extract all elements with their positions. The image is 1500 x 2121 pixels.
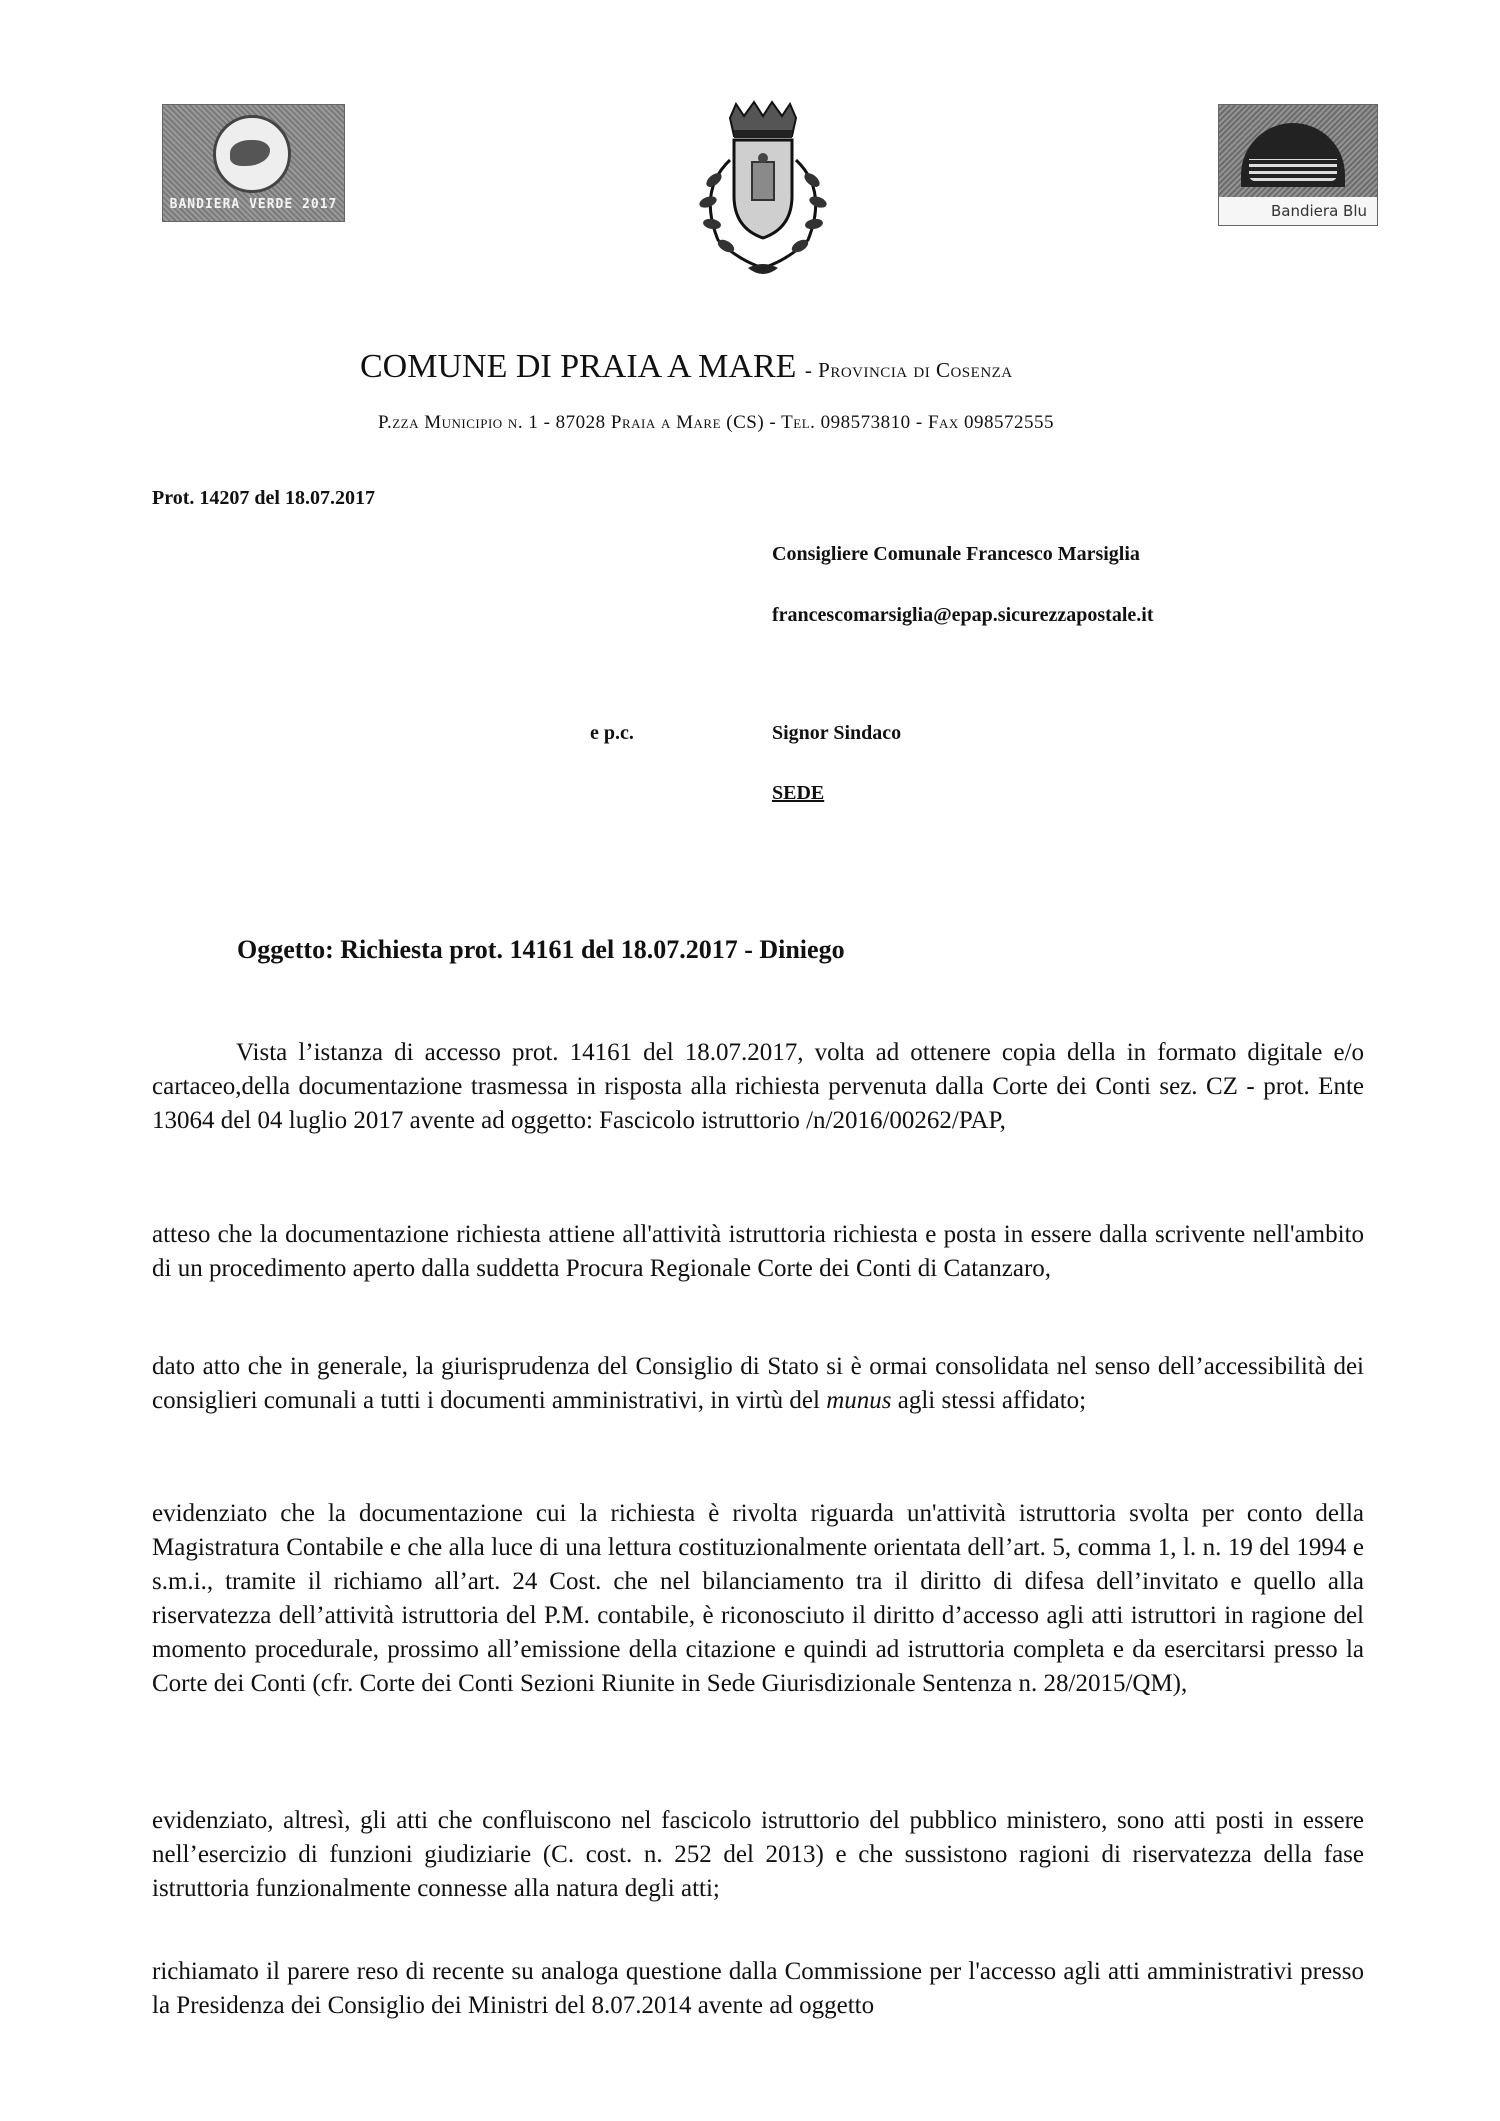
wave-flag-icon: [1241, 123, 1345, 187]
recipient-email: francescomarsiglia@epap.sicurezzapostale.it: [772, 604, 1154, 626]
comune-heading: [360, 348, 1260, 386]
protocol-number: Prot. 14207 del 18.07.2017: [152, 487, 375, 509]
comune-address: P.zza Municipio n. 1 - 87028 Praia a Mare (CS) - Tel. 098573810 - Fax 098572555: [378, 412, 1055, 433]
municipal-crest-icon: [668, 100, 858, 290]
globe-emblem-icon: [213, 115, 291, 193]
logo-left-caption: BANDIERA VERDE 2017: [169, 197, 338, 212]
body-paragraph-3: [152, 1350, 1364, 1418]
subject-line: Oggetto: Richiesta prot. 14161 del 18.07.2017 - Diniego: [237, 935, 845, 964]
recipient-name: Consigliere Comunale Francesco Marsiglia: [772, 543, 1140, 565]
paragraph-text: dato atto che in generale, la giurisprudenza del Consiglio di Stato si è ormai consolidata nel senso dell’accessibilità dei consiglieri comunali a tutti i documenti amministrativi, in virtù del: [152, 1353, 1364, 1414]
logo-right-caption: Bandiera Blu: [1219, 197, 1377, 225]
provincia: - Provincia di Cosenza: [804, 358, 1013, 382]
cc-recipient-place: SEDE: [772, 782, 825, 804]
emphasis-text: munus: [826, 1387, 892, 1414]
body-paragraph-1: [152, 1036, 1364, 1138]
body-paragraph-4: evidenziato che la documentazione cui la richiesta è rivolta riguarda un'attività istruttoria svolta per conto della Magistratura Contabile e che alla luce di una lettura costituzionalmente orientata dell’art. 5, comma 1, l. n. 19 del 1994 e s.m.i., tramite il richiamo all’art. 24 Cost. che nel bilanciamento tra il diritto di difesa dell’invitato e quello alla riservatezza dell’attività istruttoria del P.M. contabile, è riconosciuto il diritto d’accesso agli atti istruttori in ragione del momento procedurale, prossimo all’emissione della citazione e quindi ad istruttoria completa e da esercitarsi presso la Corte dei Conti (cfr. Corte dei Conti Sezioni Riunite in Sede Giurisdizionale Sentenza n. 28/2015/QM),: [152, 1500, 1364, 1697]
bandiera-verde-logo: [162, 104, 345, 222]
comune-name: COMUNE DI PRAIA A MARE: [360, 348, 797, 385]
paragraph-text: agli stessi affidato;: [891, 1387, 1087, 1414]
paragraph-text: Vista l’istanza di accesso prot. 14161 del 18.07.2017, volta ad ottenere copia della in formato digitale e/o cartaceo,della documentazione trasmessa in risposta alla richiesta pervenuta dalla Corte dei Conti sez. CZ - prot. Ente 13064 del 04 luglio 2017 avente ad oggetto: Fascicolo istruttorio /n/2016/00262/PAP,: [152, 1039, 1364, 1134]
body-paragraph-5: evidenziato, altresì, gli atti che confluiscono nel fascicolo istruttorio del pubblico ministero, sono atti posti in essere nell’esercizio di funzioni giudiziarie (C. cost. n. 252 del 2013) e che sussistono ragioni di riservatezza della fase istruttoria funzionalmente connesse alla natura degli atti;: [152, 1807, 1364, 1902]
cc-recipient-name: Signor Sindaco: [772, 722, 902, 744]
body-paragraph-6: richiamato il parere reso di recente su analoga questione dalla Commissione per l'accesso agli atti amministrativi presso la Presidenza dei Consiglio dei Ministri del 8.07.2014 avente ad oggetto: [152, 1958, 1364, 2019]
epc-label: e p.c.: [590, 722, 634, 744]
bandiera-blu-logo: [1218, 104, 1378, 226]
body-paragraph-2: atteso che la documentazione richiesta attiene all'attività istruttoria richiesta e posta in essere dalla scrivente nell'ambito di un procedimento aperto dalla suddetta Procura Regionale Corte dei Conti di Catanzaro,: [152, 1221, 1364, 1282]
